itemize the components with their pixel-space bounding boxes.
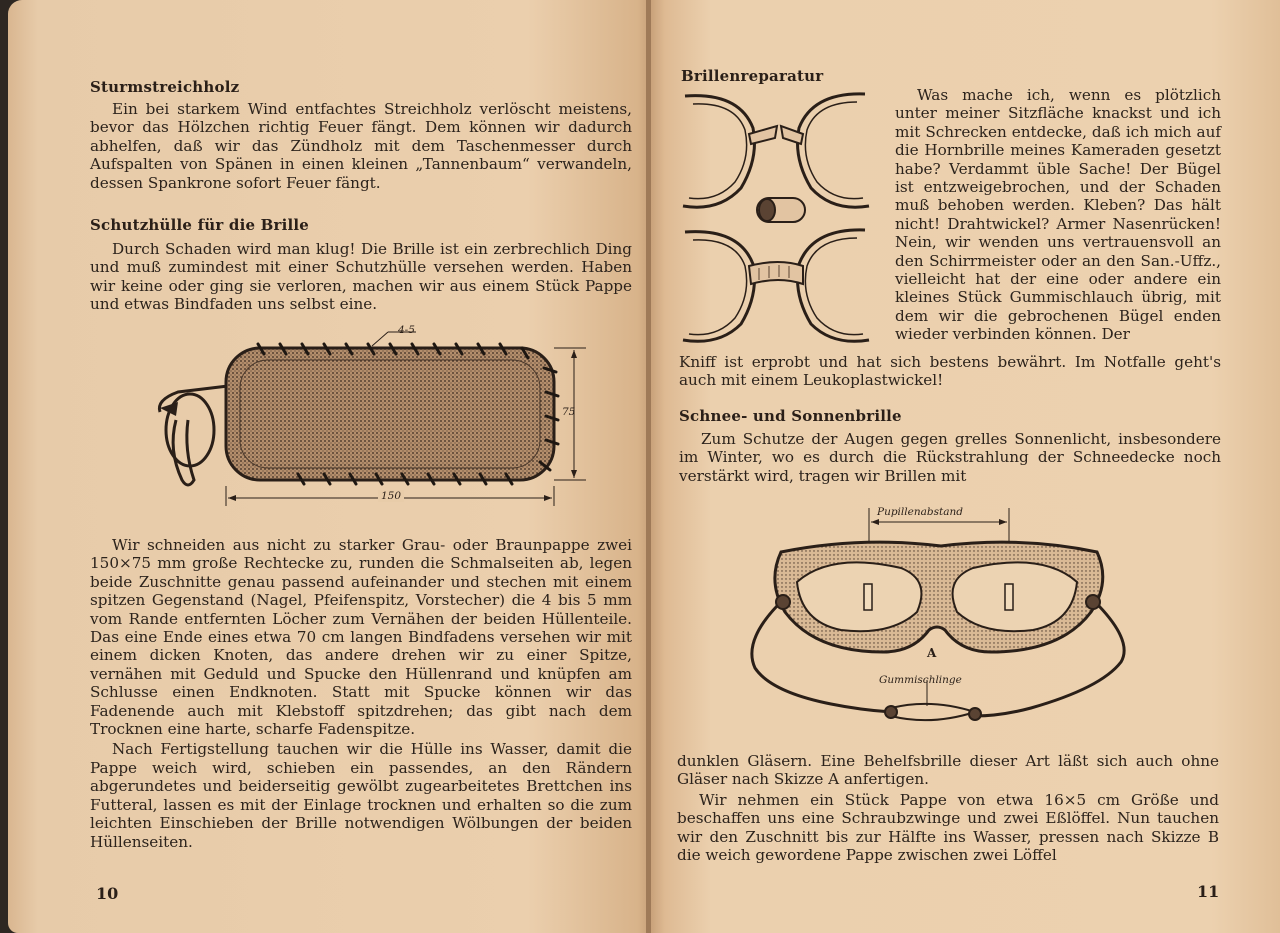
text-brillenreparatur: Was mache ich, wenn es plötzlich unter meiner Sitzfläche knackst und ich mit Schrecken entdecke, daß ich mich auf die Hornbrille meines Kameraden gesetzt habe? Verdammt üble Sache! Der Bügel ist entzweigebrochen, und der Schaden muß behoben werden. Kleben? Das hält nicht! Drahtwickel? Armer Nasenrücken! Nein, wir wenden uns vertrauensvoll an den Schirrmeister oder an den San.-Uffz., vielleicht hat der eine oder andere ein kleines Stück Gummischlauch übrig, mit dem wir die gebrochenen Bügel enden wieder verbinden können. Der <box>895 86 1221 344</box>
heading-brillenreparatur: Brillenreparatur <box>681 67 824 85</box>
snow-goggles-drawing <box>741 502 1141 740</box>
label-seam-distance: 4-5 <box>398 324 415 336</box>
paragraph-anleitung <box>90 536 632 851</box>
figure-glasses-case <box>148 320 608 510</box>
paragraph-brillenreparatur-cont <box>679 353 1221 390</box>
figure-broken-glasses <box>679 88 879 346</box>
left-page <box>8 0 649 933</box>
label-rubber-strap: Gummischlinge <box>879 674 962 686</box>
label-pupil-distance: Pupillenabstand <box>877 506 963 518</box>
heading-schneebrille: Schnee- und Sonnenbrille <box>679 407 902 425</box>
paragraph-schutzhuelle <box>90 240 632 314</box>
paragraph-schneebrille <box>679 430 1221 485</box>
text-pappe: Wir nehmen ein Stück Pappe von etwa 16×5 cm Größe und beschaffen uns eine Schraubzwinge und zwei Eßlöffel. Nun tauchen wir den Zuschnitt bis zur Hälfte ins Wasser, pressen nach Skizze B die weich gewordene Pappe zwischen zwei Löffel <box>677 790 1219 865</box>
label-case-width: 150 <box>378 490 404 502</box>
label-case-height: 75 <box>562 406 576 418</box>
text-sturmstreichholz: Ein bei starkem Wind entfachtes Streichholz verlöscht meistens, bevor das Hölzchen richtig Feuer fängt. Dem können wir dadurch abhelfen, daß wir das Zündholz mit dem Taschenmesser durch Aufspalten von Spänen in einen kleinen „Tannenbaum“ verwandeln, dessen Spankrone sofort Feuer fängt. <box>90 100 632 192</box>
page-number-right: 11 <box>1197 882 1220 901</box>
right-page <box>651 0 1280 933</box>
text-anleitung: Wir schneiden aus nicht zu starker Grau- oder Braunpappe zwei 150×75 mm große Rechtecke zu, runden die Schmalseiten ab, legen beide Zuschnitte genau passend aufeinander und stechen mit einem spitzen Gegenstand (Nagel, Pfeifenspitz, Vorstecher) die 4 bis 5 mm vom Rande entfernten Löcher zum Vernähen der beiden Hüllenteile. Das eine Ende eines etwa 70 cm langen Bindfadens versehen wir mit einem dicken Knoten, das andere drehen wir zu einer Spitze, vernähen mit Geduld und Spucke den Hüllenrand und knüpfen am Schlusse einen Endknoten. Statt mit Spucke können wir das Fadenende auch mit Klebstoff spitzdrehen; das gibt nach dem Trocknen eine harte, scharfe Fadenspitze. <box>90 536 632 739</box>
paragraph-behelfsbrille <box>677 752 1219 864</box>
text-brillenreparatur-cont: Kniff ist erprobt und hat sich bestens bewährt. Im Notfalle geht's auch mit einem Leukoplastwickel! <box>679 353 1221 390</box>
text-behelfsbrille: dunklen Gläsern. Eine Behelfsbrille dieser Art läßt sich auch ohne Gläser nach Skizze A anfertigen. <box>677 752 1219 789</box>
glasses-case-drawing <box>148 320 608 510</box>
heading-schutzhuelle: Schutzhülle für die Brille <box>90 216 310 234</box>
broken-glasses-drawing <box>679 88 879 346</box>
text-fertigstellung: Nach Fertigstellung tauchen wir die Hülle ins Wasser, damit die Pappe weich wird, schieben ein passendes, an den Rändern abgerundetes und beiderseitig gewölbt zugearbeitetes Brettchen ins Futteral, lassen es mit der Einlage trocknen und erhalten so die zum leichten Einschieben der Brille notwendigen Wölbungen der beiden Hüllenseiten. <box>90 740 632 851</box>
figure-snow-goggles <box>741 502 1141 740</box>
label-sketch-a: A <box>927 646 937 660</box>
text-schneebrille: Zum Schutze der Augen gegen grelles Sonnenlicht, insbesondere im Winter, wo es durch die Rückstrahlung der Schneedecke noch verstärkt wird, tragen wir Brillen mit <box>679 430 1221 485</box>
heading-sturmstreichholz: Sturmstreichholz <box>90 78 240 96</box>
paragraph-brillenreparatur <box>895 86 1221 344</box>
page-number-left: 10 <box>96 884 119 903</box>
paragraph-sturmstreichholz <box>90 100 632 192</box>
text-schutzhuelle: Durch Schaden wird man klug! Die Brille ist ein zerbrechlich Ding und muß zumindest mit einer Schutzhülle versehen werden. Haben wir keine oder ging sie verloren, machen wir aus einem Stück Pappe und etwas Bindfaden uns selbst eine. <box>90 240 632 314</box>
